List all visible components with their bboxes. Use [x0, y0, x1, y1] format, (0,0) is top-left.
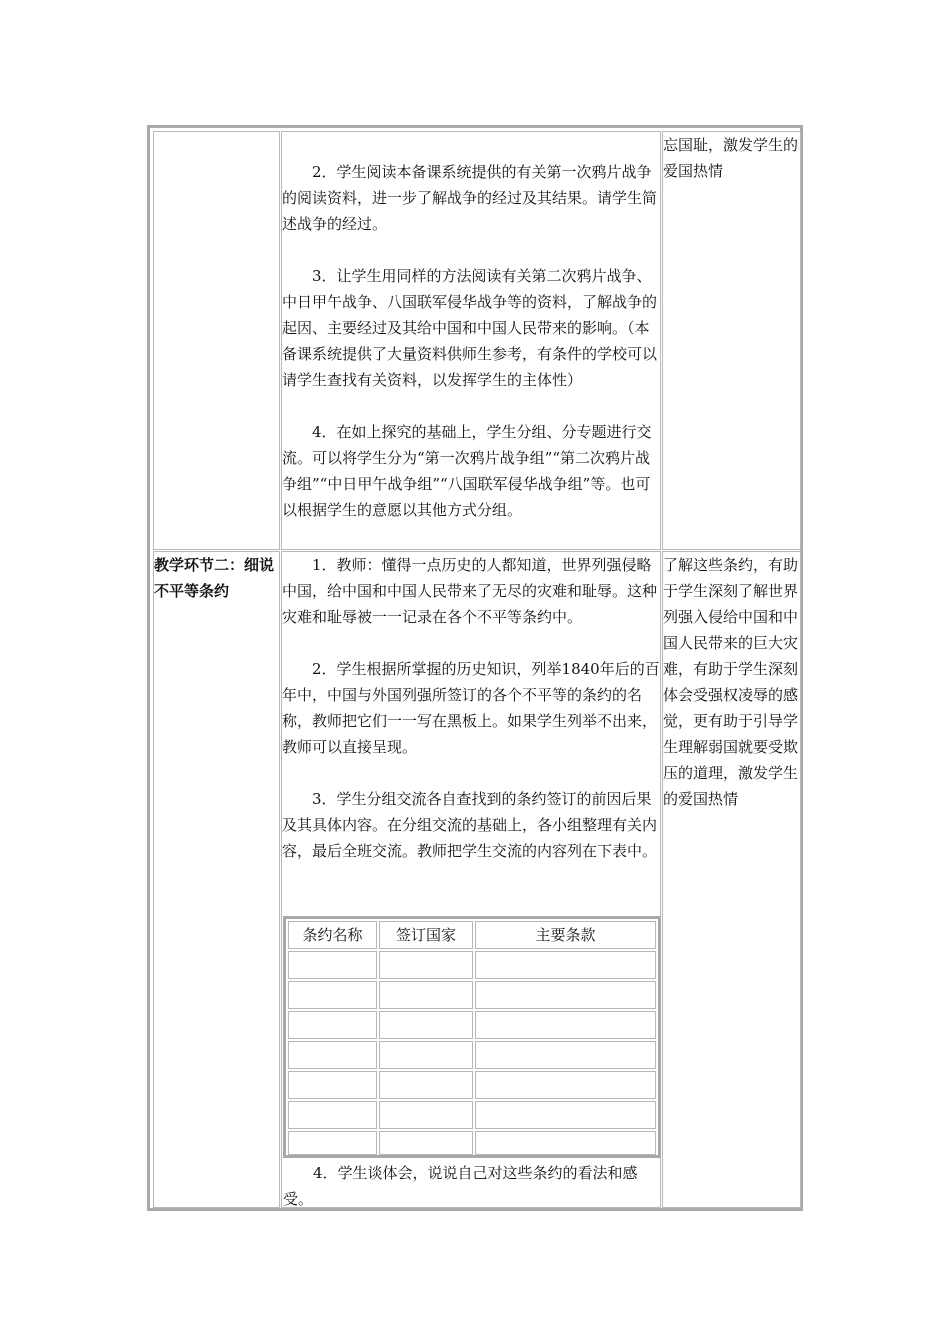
row2-paragraph-3: 3．学生分组交流各自查找到的条约签订的前因后果及其具体内容。在分组交流的基础上，各小组整理有关内容，最后全班交流。教师把学生交流的内容列在下表中。 [282, 790, 658, 860]
treaty-table [283, 916, 661, 1158]
table-cell [379, 981, 473, 1009]
row2-paragraph-4: 4．学生谈体会，说说自己对这些条约的看法和感受。 [283, 1164, 638, 1208]
table-cell [475, 951, 656, 979]
table-cell [475, 1041, 656, 1069]
row1-paragraph-4: 4．在如上探究的基础上，学生分组、分专题进行交流。可以将学生分为“第一次鸦片战争组”“第二次鸦片战争组”“中日甲午战争组”“八国联军侵华战争组”等。也可以根据学生的意愿以其他方式分组。 [282, 423, 652, 519]
table-cell [475, 1011, 656, 1039]
table-cell [475, 1131, 656, 1155]
row2-stage-cell [153, 551, 280, 1208]
row1-intent-cell [662, 131, 801, 550]
treaty-header-country: 签订国家 [379, 921, 473, 949]
table-cell [288, 951, 377, 979]
table-cell [379, 1011, 473, 1039]
table-cell [288, 1041, 377, 1069]
table-cell [475, 981, 656, 1009]
row2-stage-label: 教学环节二：细说不平等条约 [154, 556, 275, 600]
row2-paragraph-2: 2．学生根据所掌握的历史知识，列举1840年后的百年中，中国与外国列强所签订的各个不平等的条约的名称，教师把它们一一写在黑板上。如果学生列举不出来，教师可以直接呈现。 [282, 660, 660, 756]
table-cell [288, 1011, 377, 1039]
table-cell [379, 1131, 473, 1155]
table-cell [475, 1101, 656, 1129]
treaty-header-terms: 主要条款 [475, 921, 656, 949]
table-cell [379, 951, 473, 979]
row1-intent-text: 忘国耻，激发学生的爱国热情 [663, 136, 799, 180]
row2-intent-text: 了解这些条约，有助于学生深刻了解世界列强入侵给中国和中国人民带来的巨大灾难，有助于学生深刻体会受强权凌辱的感觉，更有助于引导学生理解弱国就要受欺压的道理，激发学生的爱国热情 [663, 556, 799, 808]
row2-intent-cell [662, 551, 801, 1208]
row2-closing-block [283, 1160, 661, 1212]
table-cell [475, 1071, 656, 1099]
row1-paragraph-3: 3．让学生用同样的方法阅读有关第二次鸦片战争、中日甲午战争、八国联军侵华战争等的资料，了解战争的起因、主要经过及其给中国和中国人民带来的影响。（本备课系统提供了大量资料供师生参考，有条件的学校可以请学生查找有关资料，以发挥学生的主体性） [282, 267, 658, 389]
row1-activity-cell [281, 131, 661, 550]
row2-paragraph-1: 1．教师：懂得一点历史的人都知道，世界列强侵略中国，给中国和中国人民带来了无尽的灾难和耻辱。这种灾难和耻辱被一一记录在各个不平等条约中。 [282, 556, 658, 626]
row1-stage-cell [153, 131, 280, 550]
treaty-header-name: 条约名称 [288, 921, 377, 949]
table-cell [288, 1071, 377, 1099]
table-cell [288, 981, 377, 1009]
table-cell [288, 1131, 377, 1155]
table-cell [379, 1041, 473, 1069]
table-cell [379, 1071, 473, 1099]
table-cell [379, 1101, 473, 1129]
row1-paragraph-2: 2．学生阅读本备课系统提供的有关第一次鸦片战争的阅读资料，进一步了解战争的经过及其结果。请学生简述战争的经过。 [282, 163, 658, 233]
table-cell [288, 1101, 377, 1129]
lesson-plan-table [147, 125, 803, 1211]
